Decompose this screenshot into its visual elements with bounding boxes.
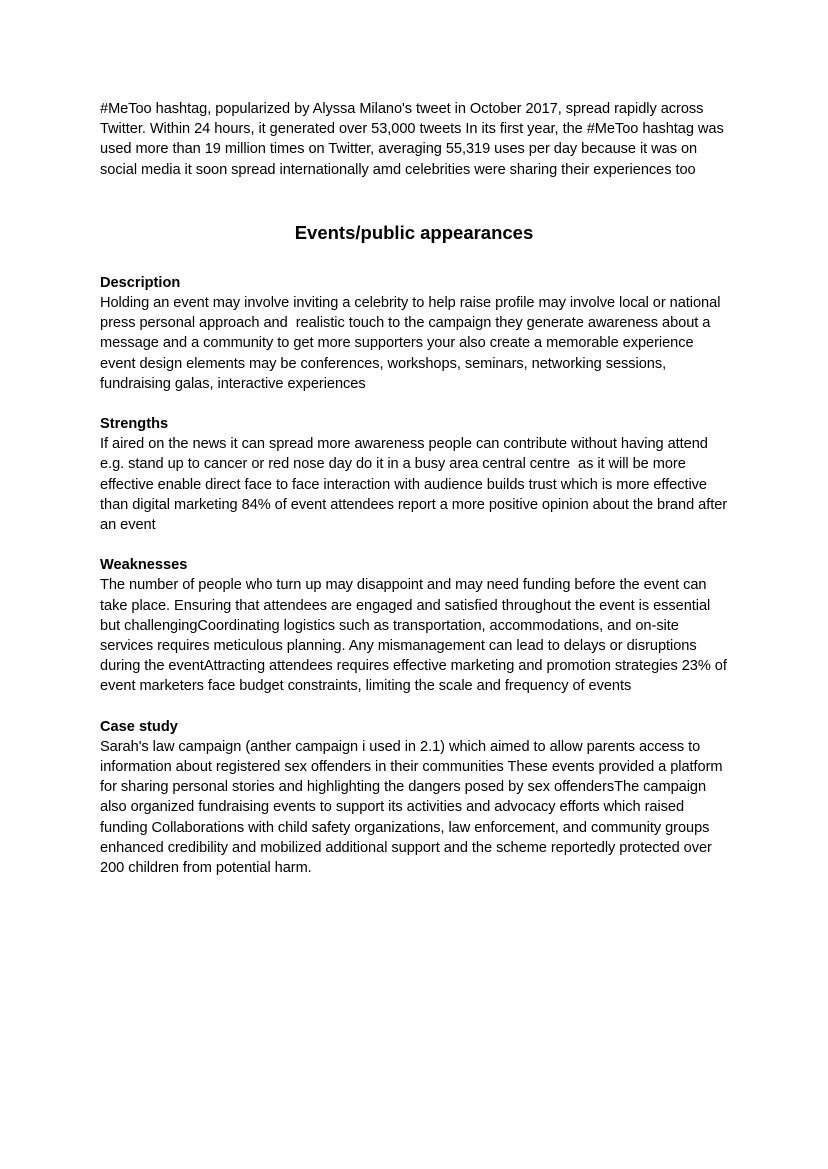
description-body: Holding an event may involve inviting a celebrity to help raise profile may involve local or national press personal approach and realistic touch to the campaign they generate awareness about a message and a community to get more supporters your also create a memorable experience event design elements may be conferences, workshops, seminars, networking sessions, fundraising galas, interactive experiences — [100, 295, 725, 392]
weaknesses-body: The number of people who turn up may disappoint and may need funding before the event can take place. Ensuring that attendees are engaged and satisfied throughout the event is essential but challengingCoordinating logistics such as transportation, accommodations, and on-site services requires meticulous planning. Any mismanagement can lead to delays or disruptions during the eventAttracting attendees requires effective marketing and promotion strategies 23% of event marketers face budget constraints, limiting the scale and frequency of events — [100, 577, 731, 695]
weaknesses-section — [100, 555, 731, 696]
description-section — [100, 273, 728, 394]
strengths-section — [100, 414, 732, 535]
strengths-heading: Strengths — [100, 416, 169, 433]
section-title: Events/public appearances — [294, 221, 534, 243]
intro-paragraph: #MeToo hashtag, popularized by Alyssa Milano's tweet in October 2017, spread rapidly across Twitter. Within 24 hours, it generated over 53,000 tweets In its first year, the #MeToo hashtag was used more than 19 million times on Twitter, averaging 55,319 uses per day because it was on social media it soon spread internationally amd celebrities were sharing their experiences too — [100, 101, 728, 178]
weaknesses-heading: Weaknesses — [100, 557, 188, 574]
case-study-section — [100, 717, 728, 879]
description-heading: Description — [100, 274, 181, 291]
case-study-body: Sarah's law campaign (anther campaign i used in 2.1) which aimed to allow parents access to information about registered sex offenders in their communities These events provided a platform for sharing personal stories and highlighting the dangers posed by sex offendersThe campaign also organized fundraising events to support its activities and advocacy efforts which raised funding Collaborations with child safety organizations, law enforcement, and community groups enhanced credibility and mobilized additional support and the scheme reportedly protected over 200 children from potential harm. — [100, 738, 727, 877]
document-body — [100, 99, 732, 898]
strengths-body: If aired on the news it can spread more awareness people can contribute without having attend e.g. stand up to cancer or red nose day do it in a busy area central centre as it will be more effective enable direct face to face interaction with audience builds trust which is more effective than digital marketing 84% of event attendees report a more positive opinion about the brand after an event — [100, 436, 732, 534]
case-study-heading: Case study — [100, 718, 178, 735]
